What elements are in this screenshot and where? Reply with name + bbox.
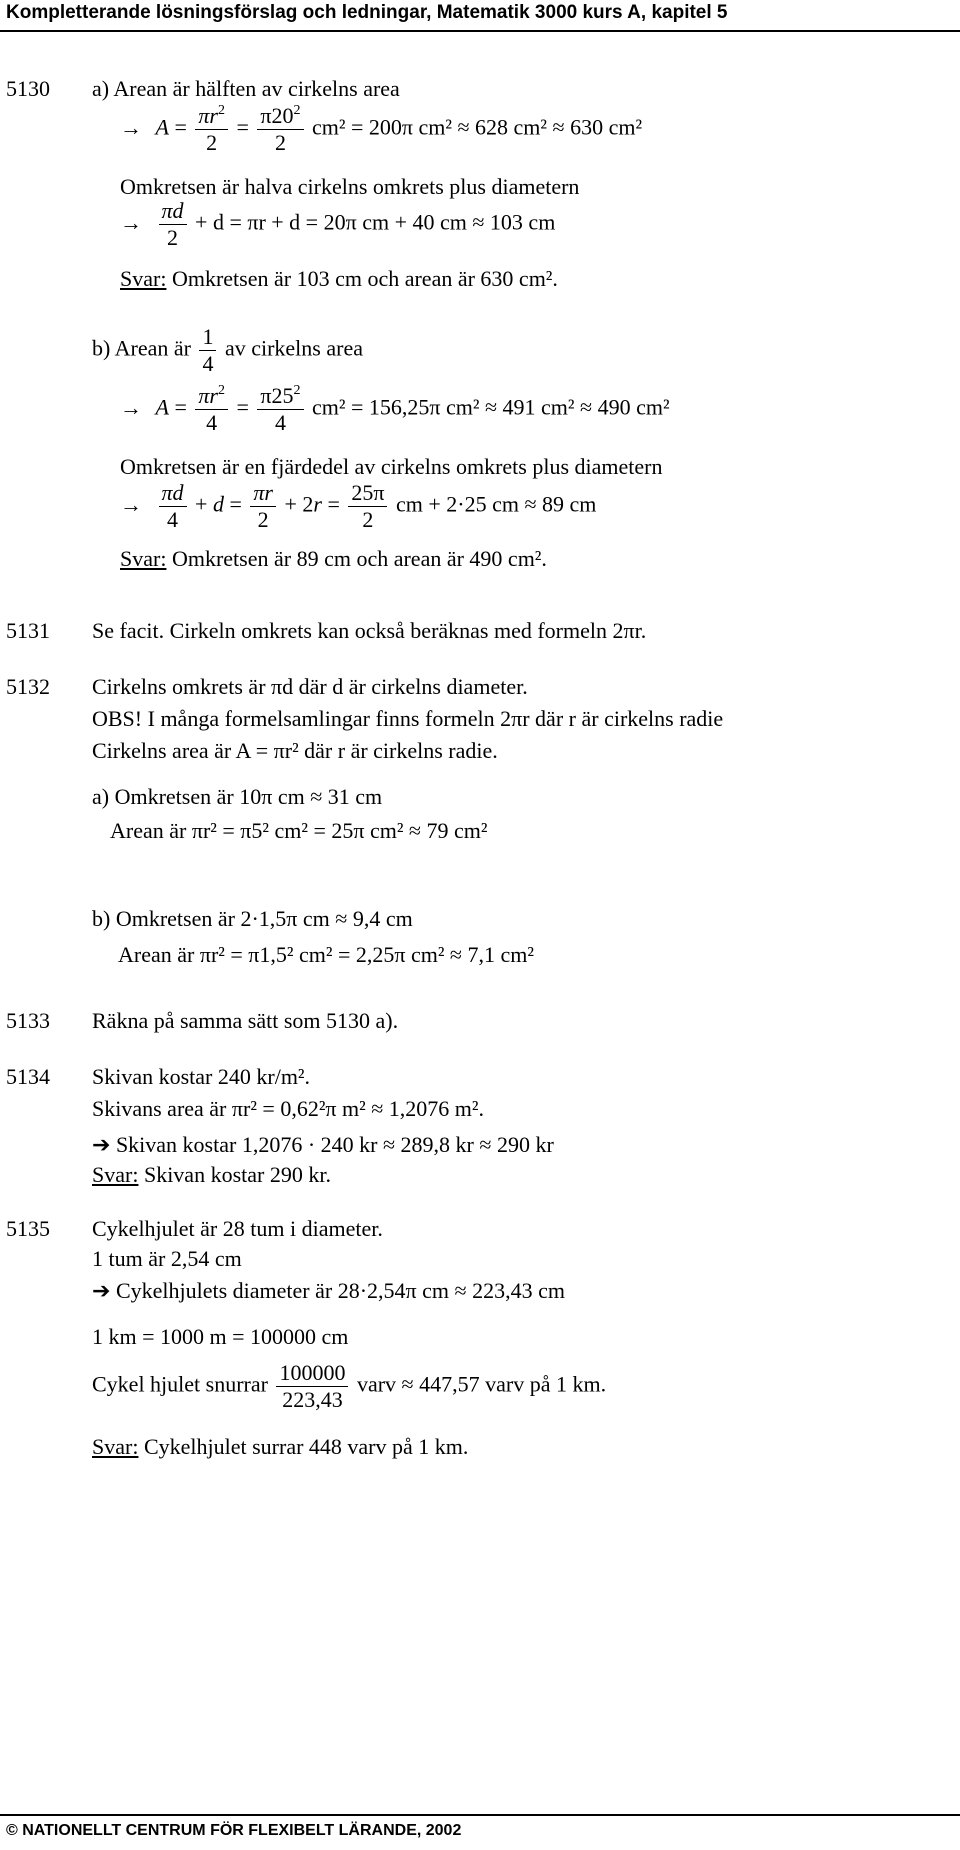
equation-5135-revolutions: [92, 1362, 606, 1411]
text-5132a-area: Arean är πr² = π5² cm² = 25π cm² ≈ 79 cm²: [110, 818, 488, 843]
problem-number-5133: 5133: [6, 1008, 50, 1033]
text-5135-line5-post: varv ≈ 447,57 varv på 1 km.: [356, 1371, 607, 1397]
page-header: Kompletterande lösningsförslag och ledningar, Matematik 3000 kurs A, kapitel 5: [6, 2, 728, 23]
text-5134-cost: Skivan kostar 1,2076 · 240 kr ≈ 289,8 kr ≈ 290 kr: [115, 1132, 554, 1157]
text-5135-line2: 1 tum är 2,54 cm: [92, 1246, 242, 1271]
answer-text: Skivan kostar 290 kr.: [138, 1162, 331, 1187]
text-5130a-intro: a) Arean är hälften av cirkelns area: [92, 76, 400, 101]
answer-5134: [92, 1164, 331, 1186]
arrow-icon: →: [120, 491, 142, 517]
text-5135-line1: Cykelhjulet är 28 tum i diameter.: [92, 1216, 383, 1241]
fraction-numerator: 100000: [276, 1362, 348, 1387]
equation-5130b-perimeter: → $\frac{\pi d}{4}$ + d = $\frac{\pi r}{2}$ + 2r = $\frac{25\pi}{2}$ cm + 2·25 cm ≈ 89 cm: [120, 480, 597, 532]
text-5135-line3: [92, 1280, 565, 1302]
answer-5130a: [120, 268, 558, 290]
page-footer: © NATIONELLT CENTRUM FÖR FLEXIBELT LÄRANDE, 2002: [6, 1822, 462, 1839]
problem-number-5131: 5131: [6, 618, 50, 643]
equation-5130a-perimeter-rhs: + d = πr + d = 20π cm + 40 cm ≈ 103 cm: [195, 209, 556, 235]
text-5131: Se facit. Cirkeln omkrets kan också beräknas med formeln 2πr.: [92, 618, 647, 643]
equation-5130a-area: → A = $\frac{\pi r^2}{2}$ = $\frac{\pi 20^2}{2}$ cm² = 200π cm² ≈ 628 cm² ≈ 630 cm²: [120, 103, 643, 155]
text-5132a-perimeter: a) Omkretsen är 10π cm ≈ 31 cm: [92, 784, 383, 809]
text-5130b-label: b) Arean är: [92, 335, 191, 361]
text-5134-line3: [92, 1134, 554, 1156]
arrow-icon: →: [120, 114, 142, 140]
text-5134-line2: Skivans area är πr² = 0,62²π m² ≈ 1,2076 m².: [92, 1096, 485, 1121]
fraction-denominator: 223,43: [282, 1387, 343, 1412]
arrow-icon: →: [120, 209, 142, 235]
problem-number-5130: 5130: [6, 76, 50, 101]
text-5135-line4: 1 km = 1000 m = 100000 cm: [92, 1324, 349, 1349]
footer-rule: [0, 1814, 960, 1816]
answer-text: Omkretsen är 89 cm och arean är 490 cm².: [166, 546, 547, 571]
text-5132-line2: OBS! I många formelsamlingar finns formeln 2πr där r är cirkelns radie: [92, 706, 724, 731]
text-5135-line5-pre: Cykel hjulet snurrar: [92, 1371, 268, 1397]
text-5132b-perimeter: b) Omkretsen är 2·1,5π cm ≈ 9,4 cm: [92, 906, 413, 931]
arrow-icon: →: [120, 394, 142, 420]
arrow-icon: ➔: [92, 1132, 116, 1157]
problem-number-5135: 5135: [6, 1216, 50, 1241]
equation-5130b-area: → A = $\frac{\pi r^2}{4}$ = $\frac{\pi 25^2}{4}$ cm² = 156,25π cm² ≈ 491 cm² ≈ 490 cm²: [120, 383, 670, 435]
answer-5130b: [120, 548, 547, 570]
equation-5130a-area-rhs: cm² = 200π cm² ≈ 628 cm² ≈ 630 cm²: [312, 114, 643, 140]
arrow-icon: ➔: [92, 1278, 116, 1303]
text-5130b-label2: av cirkelns area: [224, 335, 363, 361]
text-5132-line1: Cirkelns omkrets är πd där d är cirkelns diameter.: [92, 674, 528, 699]
text-5132b-area: Arean är πr² = π1,5² cm² = 2,25π cm² ≈ 7,1 cm²: [118, 942, 534, 967]
text-5135-diameter: Cykelhjulets diameter är 28·2,54π cm ≈ 223,43 cm: [115, 1278, 565, 1303]
answer-label: Svar:: [92, 1162, 139, 1187]
equation-5130b-perimeter-rhs: cm + 2·25 cm ≈ 89 cm: [395, 491, 597, 517]
header-rule: [0, 30, 960, 32]
text-5132-line3: Cirkelns area är A = πr² där r är cirkelns radie.: [92, 738, 498, 763]
text-5130b-perimeter: Omkretsen är en fjärdedel av cirkelns omkrets plus diametern: [120, 454, 663, 479]
answer-text: Cykelhjulet surrar 448 varv på 1 km.: [138, 1434, 469, 1459]
answer-label: Svar:: [92, 1434, 139, 1459]
text-5130b-intro: b) Arean är $\frac{1}{4}$ av cirkelns area: [92, 324, 363, 376]
text-5133: Räkna på samma sätt som 5130 a).: [92, 1008, 399, 1033]
answer-label: Svar:: [120, 266, 167, 291]
answer-5135: [92, 1436, 468, 1458]
text-5130a-perimeter: Omkretsen är halva cirkelns omkrets plus diametern: [120, 174, 580, 199]
equation-5130a-perimeter: → $\frac{\pi d}{2}$ + d = πr + d = 20π cm + 40 cm ≈ 103 cm: [120, 198, 556, 250]
text-5134-line1: Skivan kostar 240 kr/m².: [92, 1064, 311, 1089]
equation-5130b-area-rhs: cm² = 156,25π cm² ≈ 491 cm² ≈ 490 cm²: [312, 394, 670, 420]
answer-label: Svar:: [120, 546, 167, 571]
problem-number-5132: 5132: [6, 674, 50, 699]
answer-text: Omkretsen är 103 cm och arean är 630 cm².: [166, 266, 558, 291]
problem-number-5134: 5134: [6, 1064, 50, 1089]
